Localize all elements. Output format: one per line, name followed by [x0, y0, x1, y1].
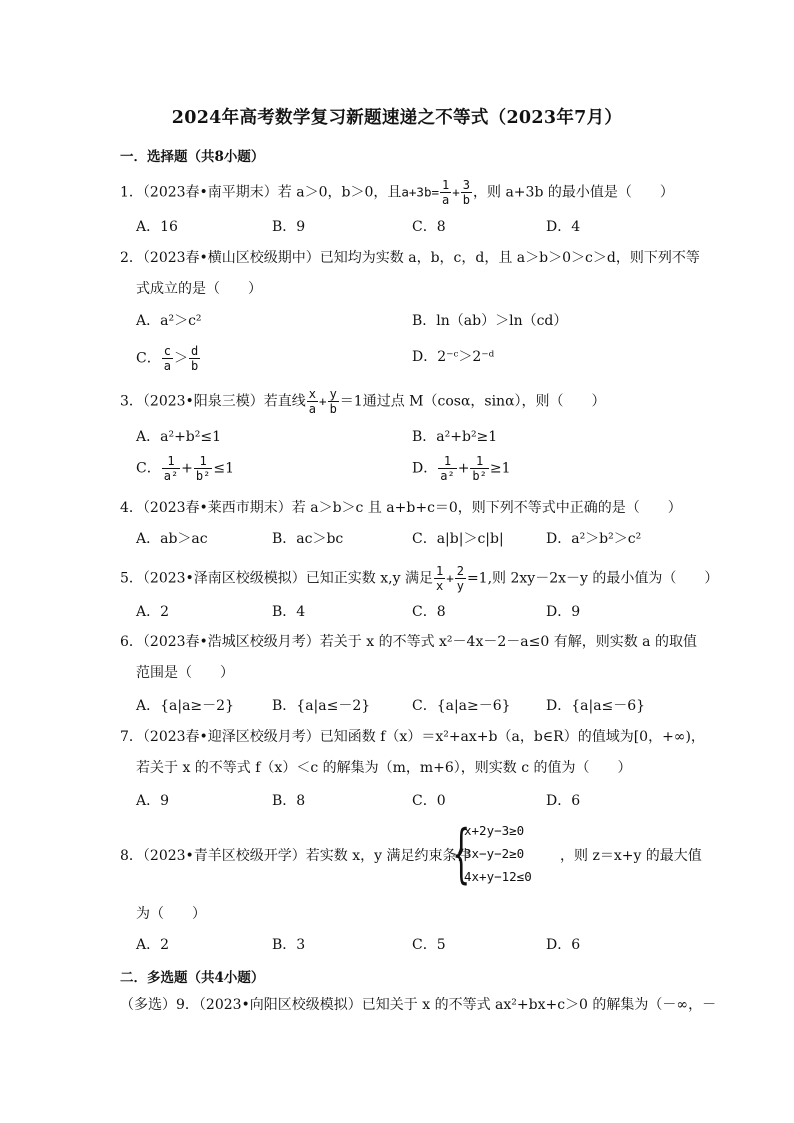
question-3: 3．（2023•阳泉三模）若直线 $\frac{x}{a}$ + $\frac{y}{b}$ ＝1通过点 M（cosα，sinα），则（ ）	[120, 387, 606, 416]
q4-option-d[interactable]: D．a²＞b²＞c²	[546, 531, 642, 547]
q1-option-d[interactable]: D．4	[546, 219, 581, 235]
q2-option-a[interactable]: A．a²＞c²	[136, 313, 202, 329]
q4-option-c[interactable]: C．a|b|＞c|b|	[412, 531, 504, 547]
q7-option-a[interactable]: A．9	[136, 793, 170, 809]
q5-option-d[interactable]: D．9	[546, 604, 581, 620]
question-7-line-1: 7．（2023春•迎泽区校级月考）已知函数 f（x）＝x²+ax+b（a，b∈R）的值域为[0，+∞)，	[120, 729, 705, 745]
q2-option-d[interactable]: D．2⁻ᶜ＞2⁻ᵈ	[412, 349, 495, 365]
q8-constraint-2: 3x−y−2≥0	[464, 846, 525, 861]
question-7-line-2: 若关于 x 的不等式 f（x）＜c 的解集为（m，m+6），则实数 c 的值为（ ）	[136, 760, 632, 776]
question-2-line-1: 2．（2023春•横山区校级期中）已知均为实数 a，b，c，d，且 a＞b＞0＞c＞d，则下列不等	[120, 250, 700, 266]
section-heading-choice: 一．选择题（共8小题）	[120, 149, 265, 165]
question-8-pre: 8．（2023•青羊区校级开学）若实数 x，y 满足约束条件	[120, 848, 471, 864]
page-title: 2024年高考数学复习新题速递之不等式（2023年7月）	[171, 108, 623, 128]
q8-constraint-system	[452, 819, 562, 889]
q5-fraction-2: $\frac{2}{y}$	[456, 564, 464, 593]
question-2-line-2: 式成立的是（ ）	[136, 281, 262, 297]
question-6-line-1: 6．（2023春•浩城区校级月考）若关于 x 的不等式 x²－4x－2－a≤0 有解，则实数 a 的取值	[120, 634, 697, 650]
q3-option-d[interactable]: D． $\frac{1}{\text{a²}}$ + $\frac{1}{\text{b²}}$ ≥1	[412, 454, 511, 483]
question-1: 1．（2023春•南平期末）若 a＞0，b＞0，且a+3b= $\frac{1}{a}$ + $\frac{3}{b}$ ，则 a+3b 的最小值是（ ）	[120, 178, 674, 207]
question-8-line-2: 为（ ）	[136, 906, 206, 922]
q8-option-d[interactable]: D．6	[546, 937, 581, 953]
q4-option-a[interactable]: A．ab＞ac	[136, 531, 208, 547]
question-9: （多选）9．（2023•向阳区校级模拟）已知关于 x 的不等式 ax²+bx+c＞0 的解集为（－∞，－	[120, 997, 717, 1013]
q8-option-b[interactable]: B．3	[272, 937, 306, 953]
q1-option-b[interactable]: B．9	[272, 219, 306, 235]
q1-stem-post: ，则 a+3b 的最小值是（ ）	[473, 184, 674, 201]
q6-option-a[interactable]: A．{a|a≥－2}	[136, 698, 234, 714]
q6-option-b[interactable]: B．{a|a≤－2}	[272, 698, 371, 714]
brace-symbol: {	[452, 817, 471, 891]
q3-option-a[interactable]: A．a²+b²≤1	[136, 429, 222, 445]
question-8-post: ，则 z＝x+y 的最大值	[560, 848, 702, 864]
q5-option-b[interactable]: B．4	[272, 604, 306, 620]
q2-option-b[interactable]: B．ln（ab）＞ln（cd）	[412, 313, 568, 329]
q3-fraction-x: $\frac{x}{a}$	[308, 387, 317, 416]
q7-option-b[interactable]: B．8	[272, 793, 306, 809]
q3-option-b[interactable]: B．a²+b²≥1	[412, 429, 498, 445]
q5-option-c[interactable]: C．8	[412, 604, 446, 620]
q1-fraction-2: $\frac{3}{b}$	[462, 178, 471, 207]
q1-lhs: a+3b=	[401, 184, 440, 200]
q1-option-c[interactable]: C．8	[412, 219, 446, 235]
q3-fraction-y: $\frac{y}{b}$	[329, 387, 337, 416]
question-6-line-2: 范围是（ ）	[136, 665, 234, 681]
q7-option-d[interactable]: D．6	[546, 793, 581, 809]
q1-fraction-1: $\frac{1}{a}$	[442, 178, 450, 207]
question-4: 4．（2023春•莱西市期末）若 a＞b＞c 且 a+b+c＝0，则下列不等式中正确的是（ ）	[120, 500, 682, 516]
q8-option-a[interactable]: A．2	[136, 937, 170, 953]
q8-constraint-1: x+2y−3≥0	[464, 823, 525, 838]
section-heading-multi: 二．多选题（共4小题）	[120, 970, 265, 986]
q5-option-a[interactable]: A．2	[136, 604, 170, 620]
q6-option-d[interactable]: D．{a|a≤－6}	[546, 698, 646, 714]
q4-option-b[interactable]: B．ac＞bc	[272, 531, 344, 547]
q6-option-c[interactable]: C．{a|a≥－6}	[412, 698, 511, 714]
q7-option-c[interactable]: C．0	[412, 793, 446, 809]
q8-option-c[interactable]: C．5	[412, 937, 446, 953]
q1-stem-pre: 1．（2023春•南平期末）若 a＞0，b＞0，且	[120, 184, 402, 201]
q8-constraint-3: 4x+y−12≤0	[464, 869, 532, 884]
q5-fraction-1: $\frac{1}{x}$	[435, 564, 444, 593]
q2-option-c[interactable]: C． $\frac{c}{a}$ ＞ $\frac{d}{b}$	[136, 344, 199, 373]
question-5: 5．（2023•泽南区校级模拟）已知正实数 x,y 满足 $\frac{1}{x}$ + $\frac{2}{y}$ =1,则 2xy－2x－y 的最小值为（ ）	[120, 564, 719, 593]
q3-option-c[interactable]: C． $\frac{1}{\text{a²}}$ + $\frac{1}{\text{b²}}$ ≤1	[136, 454, 234, 483]
q1-option-a[interactable]: A．16	[136, 219, 178, 235]
